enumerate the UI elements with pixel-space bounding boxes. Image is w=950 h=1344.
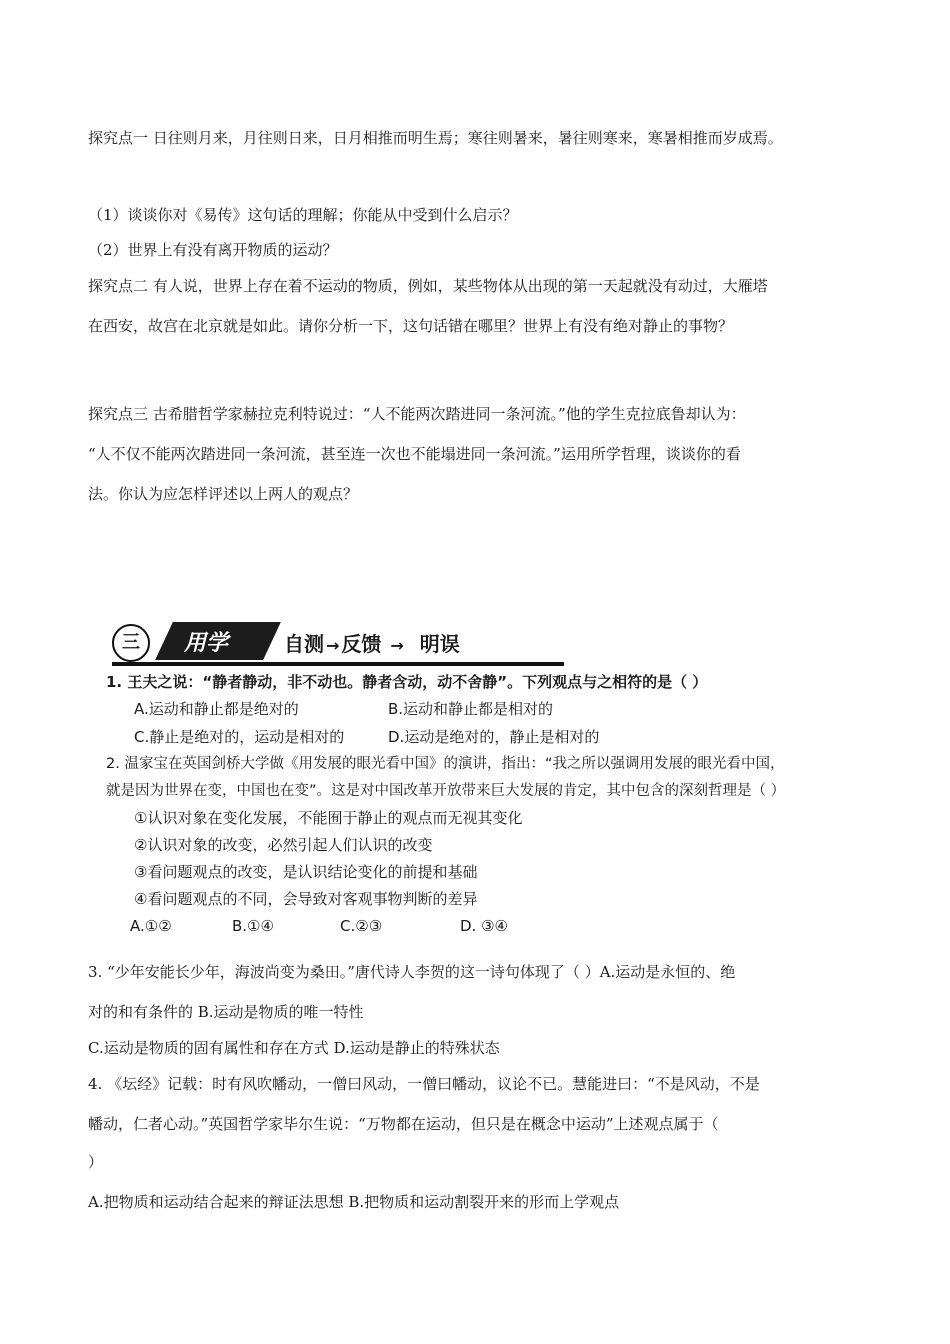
quiz-2-item-4: ④看问题观点的不同，会导致对客观事物判断的差异 <box>134 890 478 908</box>
quiz-1-option-b: B.运动和静止都是相对的 <box>388 700 554 718</box>
banner-rule <box>112 662 564 666</box>
exploration-point-1: 探究点一 日往则月来，月往则日来，日月相推而明生焉；寒往则暑来，暑往则寒来，寒暑相推而岁成焉。 <box>88 129 783 147</box>
banner-step-correct-errors: 明误 <box>419 632 460 656</box>
quiz-3-line-1: 3. “少年安能长少年，海波尚变为桑田。”唐代诗人李贺的这一诗句体现了（ ）A.运动是永恒的、绝 <box>88 963 736 981</box>
banner-title: 用学 <box>184 631 229 656</box>
quiz-1-option-d: D.运动是绝对的，静止是相对的 <box>388 728 600 746</box>
section-banner <box>112 616 564 668</box>
quiz-1-stem: 1. 王夫之说：“静者静动，非不动也。静者含动，动不舍静”。下列观点与之相符的是（ ） <box>106 673 708 691</box>
quiz-2-stem-line-2: 就是因为世界在变，中国也在变”。这是对中国改革开放带来巨大发展的肯定，其中包含的深刻哲理是（ ） <box>106 783 786 799</box>
banner-step-self-test: 自测 <box>284 632 324 656</box>
quiz-2-item-3: ③看问题观点的改变，是认识结论变化的前提和基础 <box>134 863 478 881</box>
quiz-2-option-c: C.②③ <box>340 917 383 935</box>
exploration-point-3-line-1: 探究点三 古希腊哲学家赫拉克利特说过：“人不能两次踏进同一条河流。”他的学生克拉底鲁却认为： <box>88 405 746 423</box>
exploration-point-2-line-1: 探究点二 有人说，世界上存在着不运动的物质，例如，某些物体从出现的第一天起就没有动过，大雁塔 <box>88 277 768 295</box>
quiz-1-option-c: C.静止是绝对的，运动是相对的 <box>134 728 345 746</box>
quiz-3-line-2: 对的和有条件的 B.运动是物质的唯一特性 <box>88 1003 364 1021</box>
quiz-2-option-d: D. ③④ <box>460 917 508 935</box>
section-number-badge: 三 <box>112 624 150 662</box>
quiz-3-line-3: C.运动是物质的固有属性和存在方式 D.运动是静止的特殊状态 <box>88 1039 500 1057</box>
quiz-1-option-a: A.运动和静止都是绝对的 <box>134 700 299 718</box>
quiz-2-option-b: B.①④ <box>232 917 274 935</box>
quiz-4-line-3: ） <box>88 1153 104 1171</box>
quiz-4-line-2: 幡动，仁者心动。”英国哲学家毕尔生说：“万物都在运动，但只是在概念中运动”上述观点属于（ <box>88 1115 719 1133</box>
exploration-question-1: （1）谈谈你对《易传》这句话的理解；你能从中受到什么启示？ <box>88 206 518 224</box>
arrow-right-icon: → <box>326 636 340 655</box>
exploration-question-2: （2）世界上有没有离开物质的运动？ <box>88 241 338 259</box>
exploration-point-3-line-2: “人不仅不能两次踏进同一条河流，甚至连一次也不能塌进同一条河流。”运用所学哲理，谈谈你的看 <box>88 445 741 463</box>
quiz-4-line-1: 4. 《坛经》记载：时有风吹幡动，一僧曰风动，一僧曰幡动，议论不已。慧能进曰：“不是风动，不是 <box>88 1075 760 1093</box>
quiz-4-line-4: A.把物质和运动结合起来的辩证法思想 B.把物质和运动割裂开来的形而上学观点 <box>88 1193 620 1211</box>
exploration-point-2-line-2: 在西安，故宫在北京就是如此。请你分析一下，这句话错在哪里？世界上有没有绝对静止的事物？ <box>88 317 734 335</box>
quiz-2-stem-line-1: 2. 温家宝在英国剑桥大学做《用发展的眼光看中国》的演讲，指出：“我之所以强调用发展的眼光看中国， <box>106 756 785 772</box>
quiz-2-item-1: ①认识对象在变化发展，不能囿于静止的观点而无视其变化 <box>134 809 523 827</box>
quiz-2-item-2: ②认识对象的改变，必然引起人们认识的改变 <box>134 836 433 854</box>
exploration-point-3-line-3: 法。你认为应怎样评述以上两人的观点？ <box>88 485 359 503</box>
banner-steps <box>284 628 460 657</box>
quiz-2-option-a: A.①② <box>130 917 172 935</box>
arrow-right-icon: → <box>390 636 404 655</box>
banner-step-feedback: 反馈 <box>341 632 382 656</box>
